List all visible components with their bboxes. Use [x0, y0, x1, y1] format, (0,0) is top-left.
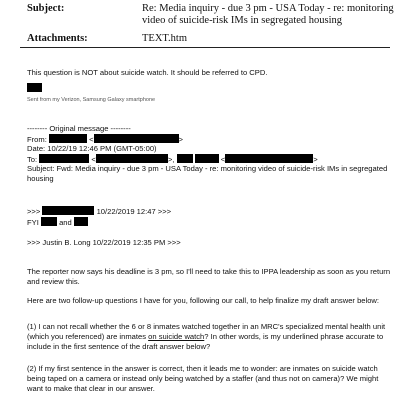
to-label: To: [27, 155, 38, 164]
question-1-text-cont: ? In other words, is my underlined phrase accurate to [204, 332, 384, 341]
comma: , [172, 155, 175, 164]
angle-open: < [91, 155, 96, 164]
subject-label: Subject: [27, 3, 65, 14]
redaction-block [96, 154, 168, 163]
redaction-block [74, 217, 88, 226]
from-label: From: [27, 135, 47, 144]
redaction-block [41, 217, 57, 226]
angle-close: > [178, 135, 183, 144]
question-2-line-1: (2) If my first sentence in the answer is correct, then it leads me to wonder: are inmates on suicide watch [27, 364, 378, 373]
angle-close: > [167, 155, 173, 164]
subject-line-2: housing [27, 174, 54, 183]
angle-open: < [89, 135, 94, 144]
question-1-line-1: (1) I can not recall whether the 6 or 8 inmates watched together in an MRC's specialized mental health unit [27, 322, 386, 331]
paragraph-2: Here are two follow-up questions I have for you, following our call, to help finalize my draft answer below: [27, 296, 380, 305]
reply-body: This question is NOT about suicide watch. It should be referred to CPD. [27, 68, 268, 77]
redaction-block [195, 154, 219, 163]
question-1-line-3: include in the first sentence of the draft answer below? [27, 342, 211, 351]
original-message-separator: -------- Original message -------- [27, 124, 131, 133]
justin-header-line: >>> Justin B. Long 10/22/2019 12:35 PM >>> [27, 238, 181, 247]
question-1-line-2 [27, 332, 383, 342]
redaction-block [177, 154, 193, 163]
redacted-sender-name [27, 83, 42, 94]
question-2-line-3: want to make that clear in our answer. [27, 384, 155, 393]
redaction-block [94, 134, 179, 143]
quote-prefix: >>> [27, 207, 41, 216]
attachments-row [27, 33, 397, 45]
question-2-line-2: being taped on a camera or instead only being watched by a staffer (and thus not on camera)? We might [27, 374, 379, 383]
attachments-value: TEXT.htm [142, 33, 188, 44]
date-line: Date: 10/22/19 12:46 PM (GMT-05:00) [27, 144, 157, 153]
redaction-block [42, 206, 94, 215]
subject-value: Re: Media inquiry - due 3 pm - USA Today - re: monitoring video of suicide-risk IMs in segregated housing [142, 3, 394, 26]
and-word: and [59, 218, 72, 227]
paragraph-1-line-2: and review this. [27, 277, 80, 286]
forward-header-line [27, 206, 171, 217]
fyi-label: FYI [27, 218, 39, 227]
subject-row [27, 3, 397, 33]
redaction-block [225, 154, 313, 163]
forward-date: 10/22/2019 12:47 >>> [96, 207, 172, 216]
underlined-phrase: on suicide watch [148, 332, 205, 341]
mobile-signature: Sent from my Verizon, Samsung Galaxy smartphone [27, 97, 156, 103]
question-1-text: (which you referenced) are inmates [27, 332, 149, 341]
attachments-label: Attachments: [27, 33, 88, 44]
redaction-block [49, 134, 87, 143]
redaction-block [39, 154, 89, 163]
paragraph-1-line-1: The reporter now says his deadline is 3 pm, so I'll need to take this to IPPA leadership as soon as you return [27, 267, 391, 276]
angle-close: > [313, 155, 318, 164]
subject-line-1: Subject: Fwd: Media inquiry - due 3 pm - USA Today - re: monitoring video of suicide-risk IMs in segregated [27, 164, 388, 173]
header-divider [20, 47, 390, 48]
redaction-block [27, 83, 42, 92]
angle-open: < [220, 155, 226, 164]
fyi-line [27, 217, 88, 228]
